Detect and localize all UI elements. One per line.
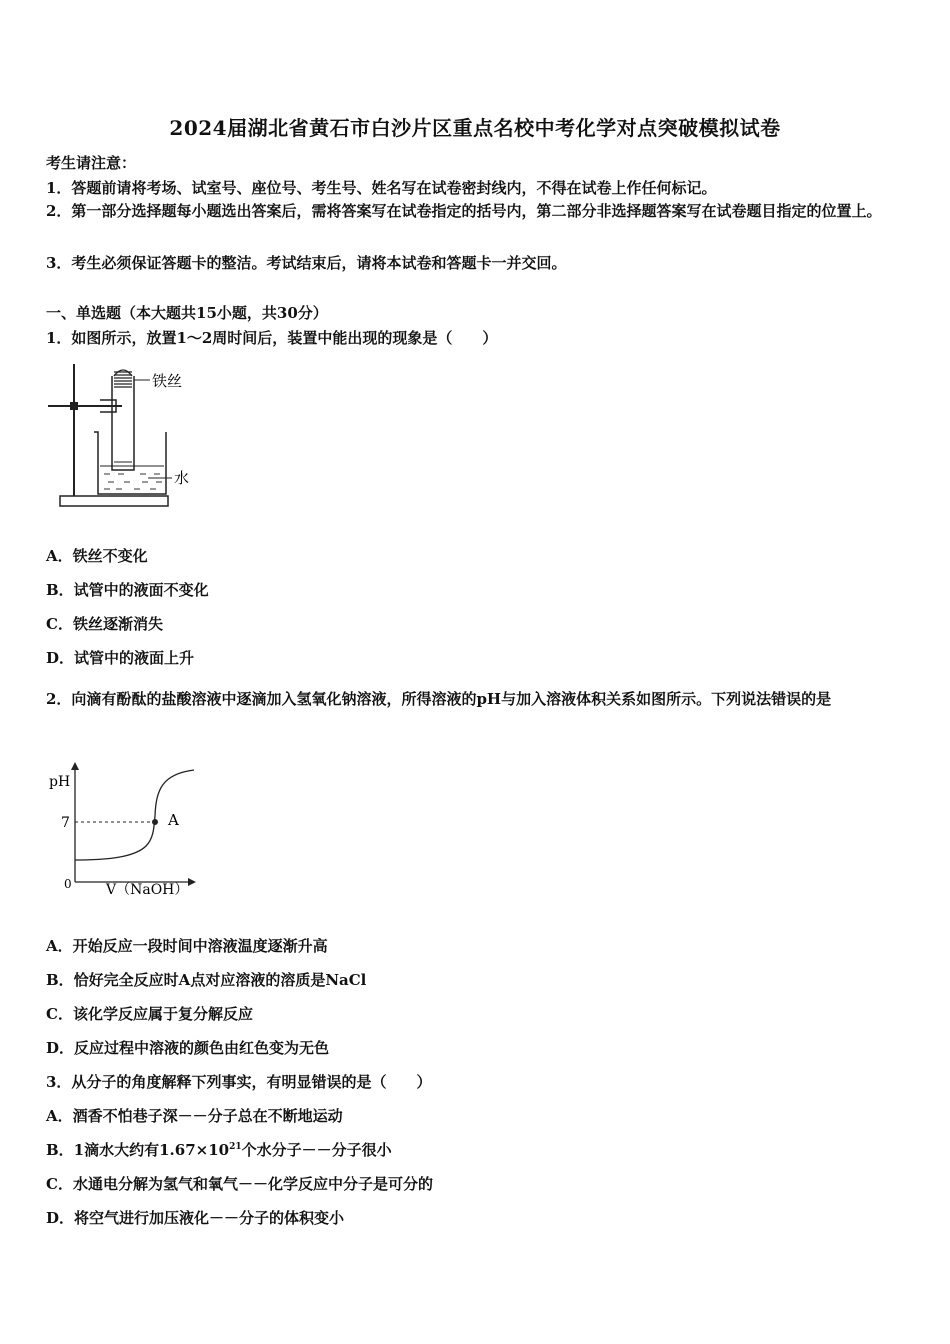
q1-option-c: C．铁丝逐渐消失 <box>46 615 163 633</box>
notice-heading: 考生请注意： <box>46 154 137 172</box>
q3-option-d: D．将空气进行加压液化－－分子的体积变小 <box>46 1209 345 1227</box>
clamp-boss <box>70 402 78 410</box>
stand-base <box>60 496 168 506</box>
q2-option-a: A．开始反应一段时间中溶液温度逐渐升高 <box>46 937 328 955</box>
question-3-stem: 3．从分子的角度解释下列事实，有明显错误的是（ ） <box>46 1073 432 1091</box>
page-title: 2024届湖北省黄石市白沙片区重点名校中考化学对点突破模拟试卷 <box>169 116 781 140</box>
question-2-stem: 2．向滴有酚酞的盐酸溶液中逐滴加入氢氧化钠溶液，所得溶液的pH与加入溶液体积关系如图所示。下列说法错误的是 <box>46 690 832 708</box>
ph-curve-figure <box>44 760 204 900</box>
y-axis-arrow <box>71 762 79 770</box>
q1-option-a: A．铁丝不变化 <box>46 547 148 565</box>
ph7-tick-label: 7 <box>61 815 70 831</box>
q3-option-b-text: B．1滴水大约有1.67×10 <box>46 1141 230 1159</box>
water-dashes <box>104 474 162 489</box>
x-axis-arrow <box>188 878 196 886</box>
point-a-label: A <box>168 811 179 829</box>
origin-label: 0 <box>64 877 72 891</box>
section-heading: 一、单选题（本大题共15小题，共30分） <box>46 304 328 322</box>
q1-option-b: B．试管中的液面不变化 <box>46 581 209 599</box>
question-1-stem: 1．如图所示，放置1～2周时间后，装置中能出现的现象是（ ） <box>46 329 498 347</box>
q2-option-c: C．该化学反应属于复分解反应 <box>46 1005 253 1023</box>
q3-option-c: C．水通电分解为氢气和氧气－－化学反应中分子是可分的 <box>46 1175 433 1193</box>
y-axis-label: pH <box>49 774 71 790</box>
notice-item-1: 1．答题前请将考场、试室号、座位号、考生号、姓名写在试卷密封线内，不得在试卷上作任何标记。 <box>46 179 717 197</box>
q2-option-d: D．反应过程中溶液的颜色由红色变为无色 <box>46 1039 330 1057</box>
q3-option-b-exponent: 21 <box>229 1142 242 1152</box>
notice-item-3: 3．考生必须保证答题卡的整洁。考试结束后，请将本试卷和答题卡一并交回。 <box>46 254 567 272</box>
water-label: 水 <box>174 469 190 487</box>
q3-option-b-text-end: 个水分子－－分子很小 <box>241 1141 392 1159</box>
notice-item-2: 2．第一部分选择题每小题选出答案后，需将答案写在试卷指定的括号内，第二部分非选择题答案写在试卷题目指定的位置上。 <box>46 202 882 220</box>
q1-option-d: D．试管中的液面上升 <box>46 649 195 667</box>
q2-option-b: B．恰好完全反应时A点对应溶液的溶质是NaCl <box>46 971 367 989</box>
beaker <box>94 432 166 494</box>
x-axis-label: V（NaOH） <box>106 882 189 898</box>
q3-option-a: A．酒香不怕巷子深－－分子总在不断地运动 <box>46 1107 343 1125</box>
iron-wire-coil <box>114 370 132 387</box>
test-tube <box>112 376 134 470</box>
iron-label: 铁丝 <box>152 372 183 390</box>
point-a-marker <box>152 819 158 825</box>
iron-wire-apparatus-figure <box>44 362 204 512</box>
q3-option-b <box>46 1139 392 1160</box>
